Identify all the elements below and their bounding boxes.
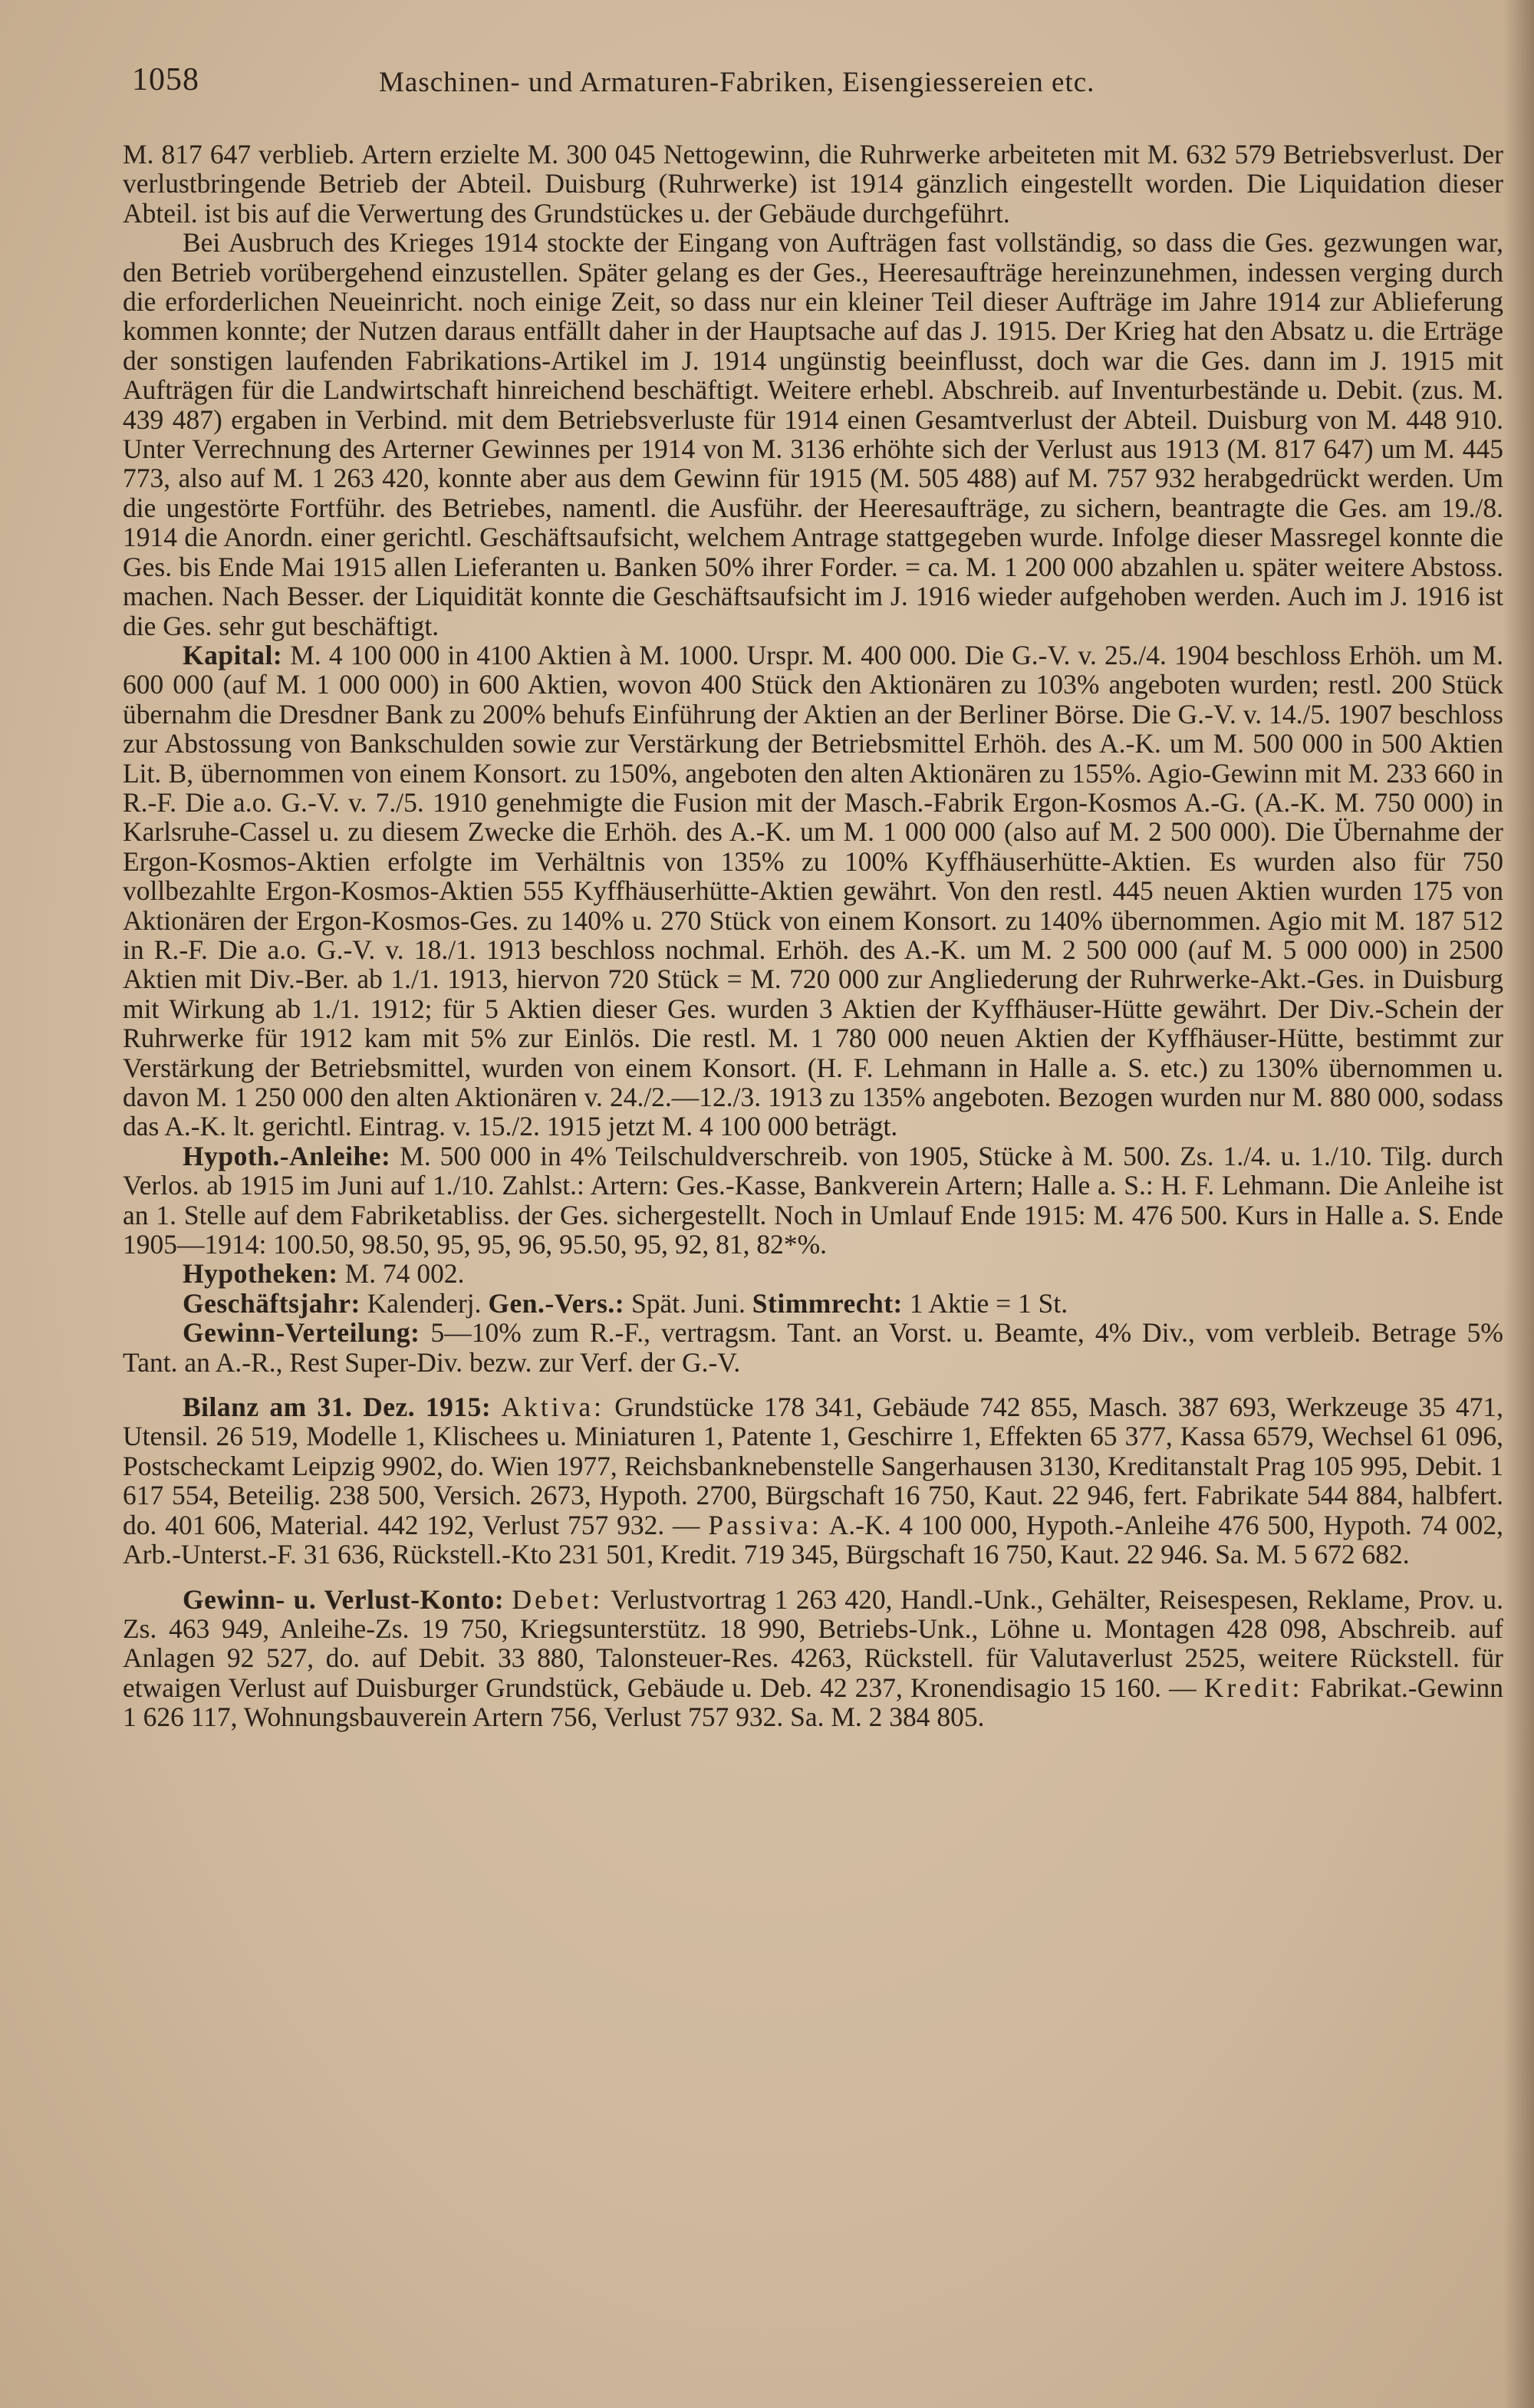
section-kapital xyxy=(123,641,1503,1141)
section-gewinn-verlust xyxy=(123,1585,1503,1732)
page-edge-shadow xyxy=(1503,0,1534,2408)
geschaeftsjahr-label: Geschäftsjahr: xyxy=(183,1287,360,1319)
paragraph-intro: M. 817 647 verblieb. Artern erzielte M. 300 045 Nettogewinn, die Ruhrwerke arbeiteten mit M. 632 579 Betriebsverlust. Der verlustbringende Betrieb der Abteil. Duisburg (Ruhrwerke) ist 1914 gänzlich eingestellt worden. Die Liquidation dieser Abteil. ist bis auf die Verwertung des Grundstückes u. der Gebäude durchgeführt. xyxy=(123,139,1503,229)
gewinn-verteilung-text: 5—10% zum R.-F., vertragsm. Tant. an Vorst. u. Beamte, 4% Div., vom verbleib. Betrage 5% Tant. an A.-R., Rest Super-Div. bezw. zur Verf. der G.-V. xyxy=(123,1317,1503,1378)
debet-label: Debet: xyxy=(512,1583,604,1615)
bilanz-aktiva-text: Grundstücke 178 341, Gebäude 742 855, Masch. 387 693, Werkzeuge 35 471, Utensil. 26 519, Modelle 1, Klischees u. Miniaturen 1, Patente 1, Geschirre 1, Effekten 65 377, Kassa 6579, Wechsel 61 096, Postscheckamt Leipzig 9902, do. Wien 1977, Reichsbanknebenstelle Sangerhausen 3130, Kreditanstalt Prag 105 995, Debit. 1 617 554, Beteilig. 238 500, Versich. 2673, Hypoth. 2700, Bürgschaft 16 750, Kaut. 22 946, fert. Fabrikate 544 884, halbfert. do. 401 606, Material. 442 192, Verlust 757 932. — xyxy=(123,1392,1504,1540)
gen-vers-label: Gen.-Vers.: xyxy=(488,1287,625,1319)
guv-label: Gewinn- u. Verlust-Konto: xyxy=(183,1583,505,1615)
hypotheken-label: Hypotheken: xyxy=(183,1258,338,1290)
section-hypotheken xyxy=(123,1259,1503,1288)
running-title: Maschinen- und Armaturen-Fabriken, Eisengiessereien etc. xyxy=(379,67,1095,98)
bilanz-label: Bilanz am 31. Dez. 1915: xyxy=(183,1392,492,1423)
gewinn-verteilung-label: Gewinn-Verteilung: xyxy=(183,1317,420,1349)
hypotheken-text: M. 74 002. xyxy=(337,1258,465,1290)
stimmrecht-text: 1 Aktie = 1 St. xyxy=(902,1287,1068,1319)
aktiva-label: Aktiva: xyxy=(501,1392,604,1423)
hypoth-anleihe-text: M. 500 000 in 4% Teilschuldverschreib. von 1905, Stücke à M. 500. Zs. 1./4. u. 1./10. Tilg. durch Verlos. ab 1915 im Juni auf 1./10. Zahlst.: Artern: Ges.-Kasse, Bankverein Artern; Halle a. S.: H. F. Lehmann. Die Anleihe ist an 1. Stelle auf dem Fabriketabliss. der Ges. sichergestellt. Noch in Umlauf Ende 1915: M. 476 500. Kurs in Halle a. S. Ende 1905—1914: 100.50, 98.50, 95, 95, 96, 95.50, 95, 92, 81, 82*%. xyxy=(123,1140,1503,1260)
kapital-text: M. 4 100 000 in 4100 Aktien à M. 1000. Urspr. M. 400 000. Die G.-V. v. 25./4. 1904 beschloss Erhöh. um M. 600 000 (auf M. 1 000 000) in 600 Aktien, wovon 400 Stück den Aktionären zu 103% angeboten wurden; restl. 200 Stück übernahm die Dresdner Bank zu 200% behufs Einführung der Aktien an der Berliner Börse. Die G.-V. v. 14./5. 1907 beschloss zur Abstossung von Bankschulden sowie zur Verstärkung der Betriebsmittel Erhöh. des A.-K. um M. 500 000 in 500 Aktien Lit. B, übernommen von einem Konsort. zu 150%, angeboten den alten Aktionären zu 155%. Agio-Gewinn mit M. 233 660 in R.-F. Die a.o. G.-V. v. 7./5. 1910 genehmigte die Fusion mit der Masch.-Fabrik Ergon-Kosmos A.-G. (A.-K. M. 750 000) in Karlsruhe-Cassel u. zu diesem Zwecke die Erhöh. des A.-K. um M. 1 000 000 (also auf M. 2 500 000). Die Übernahme der Ergon-Kosmos-Aktien erfolgte im Verhältnis von 135% zu 100% Kyffhäuserhütte-Aktien. Es wurden also für 750 vollbezahlte Ergon-Kosmos-Aktien 555 Kyffhäuserhütte-Aktien gewährt. Von den restl. 445 neuen Aktien wurden 175 von Aktionären der Ergon-Kosmos-Ges. zu 140% u. 270 Stück von einem Konsort. zu 140% übernommen. Agio mit M. 187 512 in R.-F. Die a.o. G.-V. v. 18./1. 1913 beschloss nochmal. Erhöh. des A.-K. um M. 2 500 000 (auf M. 5 000 000) in 2500 Aktien mit Div.-Ber. ab 1./1. 1913, hiervon 720 Stück = M. 720 000 zur Angliederung der Ruhrwerke-Akt.-Ges. in Duisburg mit Wirkung ab 1./1. 1912; für 5 Aktien dieser Ges. wurden 3 Aktien der Kyffhäuser-Hütte gewährt. Der Div.-Schein der Ruhrwerke für 1912 kam mit 5% zur Einlös. Die restl. M. 1 780 000 neuen Aktien der Kyffhäuser-Hütte, bestimmt zur Verstärkung der Betriebsmittel, wurden von einem Konsort. (H. F. Lehmann in Halle a. S. etc.) zu 130% übernommen u. davon M. 1 250 000 den alten Aktionären v. 24./2.—12./3. 1913 zu 135% angeboten. Bezogen wurden nur M. 880 000, sodass das A.-K. lt. gerichtl. Eintrag. v. 15./2. 1915 jetzt M. 4 100 000 beträgt. xyxy=(123,639,1503,1142)
kredit-label: Kredit: xyxy=(1203,1672,1303,1703)
section-gewinn-verteilung xyxy=(123,1318,1503,1377)
body-text xyxy=(123,140,1503,1732)
guv-kredit-text: Fabrikat.-Gewinn 1 626 117, Wohnungsbauverein Artern 756, Verlust 757 932. Sa. M. 2 384 805. xyxy=(123,1672,1503,1733)
geschaeftsjahr-text: Kalenderj. xyxy=(360,1287,489,1319)
page-header xyxy=(132,61,1513,107)
section-bilanz xyxy=(123,1392,1503,1569)
guv-debet-text: Verlustvortrag 1 263 420, Handl.-Unk., Gehälter, Reisespesen, Reklame, Prov. u. Zs. 463 949, Anleihe-Zs. 19 750, Kriegsunterstütz. 18 990, Betriebs-Unk., Löhne u. Montagen 428 098, Abschreib. auf Anlagen 92 527, do. auf Debit. 33 880, Talonsteuer-Res. 4263, Rückstell. für Valutaverlust 2525, weitere Rückstell. für etwaigen Verlust auf Duisburger Grundstück, Gebäude u. Deb. 42 237, Kronendisagio 15 160. — xyxy=(123,1583,1503,1703)
bilanz-passiva-text: A.-K. 4 100 000, Hypoth.-Anleihe 476 500, Hypoth. 74 002, Arb.-Unterst.-F. 31 636, Rückstell.-Kto 231 501, Kredit. 719 345, Bürgschaft 16 750, Kaut. 22 946. Sa. M. 5 672 682. xyxy=(123,1509,1503,1570)
page-number: 1058 xyxy=(132,62,199,97)
section-hypoth-anleihe xyxy=(123,1141,1503,1260)
stimmrecht-label: Stimmrecht: xyxy=(752,1287,903,1319)
hypoth-anleihe-label: Hypoth.-Anleihe: xyxy=(183,1140,391,1171)
gen-vers-text: Spät. Juni. xyxy=(624,1287,752,1319)
passiva-label: Passiva: xyxy=(708,1509,822,1540)
kapital-label: Kapital: xyxy=(183,639,283,670)
paragraph-war: Bei Ausbruch des Krieges 1914 stockte der Eingang von Aufträgen fast vollständig, so dass die Ges. gezwungen war, den Betrieb vorübergehend einzustellen. Später gelang es der Ges., Heeresaufträge hereinzunehmen, indessen verging durch die erforderlichen Neueinricht. noch einige Zeit, so dass nur ein kleiner Teil dieser Aufträge im Jahre 1914 zur Ablieferung kommen konnte; der Nutzen daraus entfällt daher in der Hauptsache auf das J. 1915. Der Krieg hat den Absatz u. die Erträge der sonstigen laufenden Fabrikations-Artikel im J. 1914 ungünstig beeinflusst, doch war die Ges. dann im J. 1915 mit Aufträgen für die Landwirtschaft hinreichend beschäftigt. Weitere erhebl. Abschreib. auf Inventurbestände u. Debit. (zus. M. 439 487) ergaben in Verbind. mit dem Betriebsverluste für 1914 einen Gesamtverlust der Abteil. Duisburg von M. 448 910. Unter Verrechnung des Arterner Gewinnes per 1914 von M. 3136 erhöhte sich der Verlust aus 1913 (M. 817 647) um M. 445 773, also auf M. 1 263 420, konnte aber aus dem Gewinn für 1915 (M. 505 488) auf M. 757 932 herabgedrückt werden. Um die ungestörte Fortführ. des Betriebes, namentl. die Ausführ. der Heeresaufträge, zu sichern, beantragte die Ges. am 19./8. 1914 die Anordn. einer gerichtl. Geschäftsaufsicht, welchem Antrage stattgegeben wurde. Infolge dieser Massregel konnte die Ges. bis Ende Mai 1915 allen Lieferanten u. Banken 50% ihrer Forder. = ca. M. 1 200 000 abzahlen u. später weitere Abstoss. machen. Nach Besser. der Liquidität konnte die Geschäftsaufsicht im J. 1916 wieder aufgehoben werden. Auch im J. 1916 ist die Ges. sehr gut beschäftigt. xyxy=(123,227,1503,641)
section-geschaeftsjahr xyxy=(123,1289,1503,1318)
